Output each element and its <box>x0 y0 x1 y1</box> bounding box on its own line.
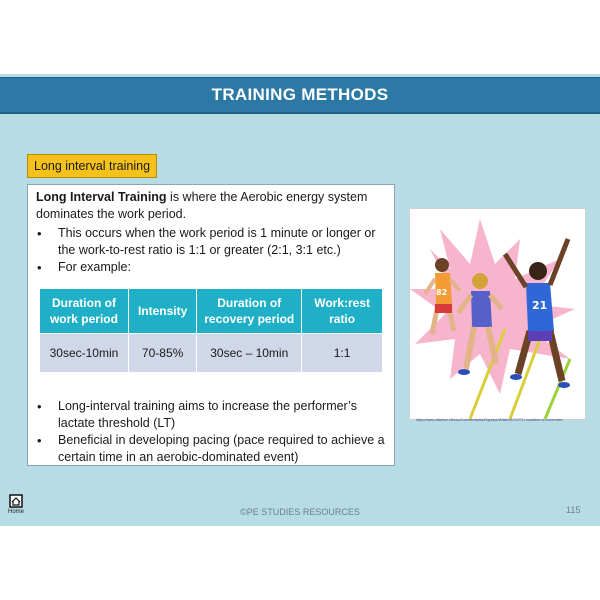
bullet-item: • For example: <box>36 259 388 276</box>
bullet-item: • Long-interval training aims to increase the performer’s lactate threshold (LT) <box>36 398 388 432</box>
table-row <box>40 334 383 373</box>
slide <box>0 74 600 526</box>
home-icon <box>9 494 23 508</box>
bib-number: 82 <box>436 288 448 297</box>
bib-number: 21 <box>532 299 548 312</box>
table-header: Intensity <box>128 289 196 334</box>
table-cell: 30sec – 10min <box>197 334 302 373</box>
image-caption: https://www.offsetsm.hfbeau/Commentaries/Displays/Wlistle/SG1/271/-marathon-to-remember/ <box>416 418 563 422</box>
intro-text <box>36 189 386 223</box>
intro-bold: Long Interval Training <box>36 190 167 204</box>
section-tag: Long interval training <box>27 154 157 178</box>
runners-illustration <box>409 208 586 420</box>
bullet-list-2 <box>36 398 388 466</box>
table-header: Duration of work period <box>40 289 129 334</box>
table-cell: 30sec-10min <box>40 334 129 373</box>
content-box <box>27 184 395 466</box>
bullet-item: • This occurs when the work period is 1 minute or longer or the work-to-rest ratio is 1:1 or greater (2:1, 3:1 etc.) <box>36 225 388 259</box>
table-cell: 70-85% <box>128 334 196 373</box>
title-bar <box>0 77 600 114</box>
table-header: Duration of recovery period <box>197 289 302 334</box>
page-number: 115 <box>566 505 581 515</box>
interval-table <box>39 288 383 373</box>
bullet-item: • Beneficial in developing pacing (pace required to achieve a certain time in an aerobic-dominated event) <box>36 432 388 466</box>
home-label: Home <box>8 509 25 515</box>
table-header: Work:rest ratio <box>302 289 383 334</box>
intro-rest: is where the Aerobic energy system dominates the work period. <box>36 190 368 221</box>
table-cell: 1:1 <box>302 334 383 373</box>
runners-illustration-svg <box>410 209 585 419</box>
bullet-list <box>36 225 388 276</box>
slide-title: TRAINING METHODS <box>211 85 389 104</box>
footer-copyright: ©PE STUDIES RESOURCES <box>240 507 360 517</box>
